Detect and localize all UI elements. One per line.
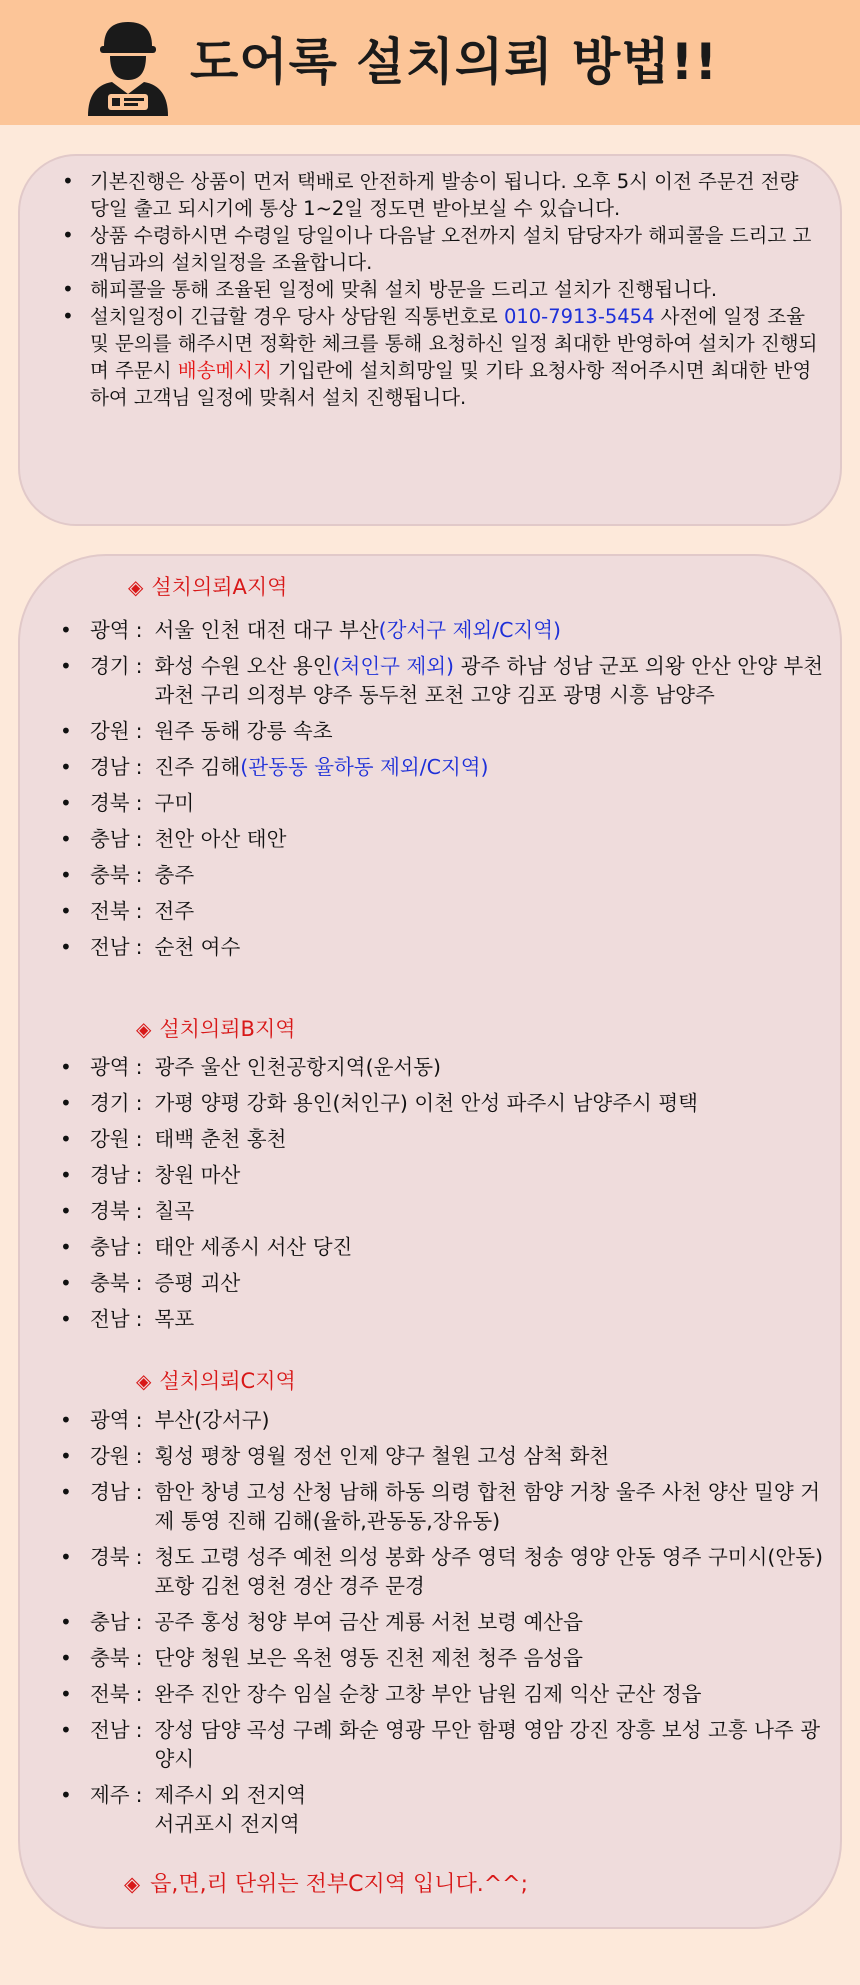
region-value [155, 652, 826, 710]
region-value: 공주 홍성 청양 부여 금산 계룡 서천 보령 예산읍 [154, 1610, 583, 1634]
label-colon: : [135, 1199, 143, 1223]
label-colon: : [135, 1055, 143, 1079]
label-colon: : [135, 1127, 143, 1151]
region-value: 증평 괴산 [154, 1271, 241, 1295]
intro-item [60, 303, 820, 411]
label-colon: : [135, 1091, 143, 1115]
region-row [56, 717, 826, 746]
region-value: 전주 [154, 899, 195, 923]
region-label: • 광역 [90, 1408, 130, 1432]
section-b-heading [136, 1014, 296, 1044]
label-colon: : [135, 618, 143, 642]
region-label: • 강원 [90, 1127, 130, 1151]
region-label: • 경남 [90, 1480, 130, 1504]
region-label: • 충북 [90, 1271, 130, 1295]
region-label: • 경북 [90, 1545, 130, 1569]
label-colon: : [135, 1610, 143, 1634]
footer-note [124, 1869, 528, 1900]
diamond-icon: ◈ [136, 1017, 152, 1041]
region-value: 완주 진안 장수 임실 순창 고창 부안 남원 김제 익산 군산 정읍 [154, 1682, 702, 1706]
region-label: • 경북 [90, 791, 130, 815]
label-colon: : [135, 791, 143, 815]
region-label: • 제주 [90, 1783, 130, 1807]
region-label: • 전남 [90, 935, 130, 959]
region-label: • 경북 [90, 1199, 130, 1223]
region-value: 창원 마산 [154, 1163, 241, 1187]
header-banner [0, 0, 860, 125]
region-row [56, 861, 826, 890]
region-note: (처인구 제외) [332, 654, 455, 678]
region-row [56, 1781, 826, 1839]
region-cities: 제주시 외 전지역 [154, 1783, 307, 1807]
region-label: • 전남 [90, 1307, 130, 1331]
region-label: • 충남 [90, 827, 130, 851]
region-label: • 경기 [90, 654, 130, 678]
diamond-icon: ◈ [128, 575, 144, 599]
region-value: 광주 울산 인천공항지역(운서동) [154, 1055, 441, 1079]
intro-item: • 상품 수령하시면 수령일 당일이나 다음날 오전까지 설치 담당자가 해피콜을 드리고 고객님과의 설치일정을 조율합니다. [60, 222, 820, 276]
region-value: 충주 [154, 863, 195, 887]
region-row [56, 1644, 826, 1673]
region-value: 부산(강서구) [154, 1408, 270, 1432]
label-colon: : [135, 1444, 143, 1468]
region-row [56, 1053, 826, 1082]
region-row [56, 897, 826, 926]
region-value: 태백 춘천 홍천 [154, 1127, 287, 1151]
region-value: 청도 고령 성주 예천 의성 봉화 상주 영덕 청송 영양 안동 영주 구미시(안동) 포항 김천 영천 경산 경주 문경 [154, 1545, 824, 1598]
region-value: 천안 아산 태안 [154, 827, 287, 851]
region-row [56, 1233, 826, 1262]
region-label: • 전남 [90, 1718, 130, 1742]
intro-panel [18, 154, 842, 526]
label-colon: : [135, 1718, 143, 1742]
region-row [56, 616, 826, 645]
region-row [56, 1680, 826, 1709]
section-a-title: 설치의뢰A지역 [151, 575, 288, 599]
region-label: • 경기 [90, 1091, 130, 1115]
section-c-title: 설치의뢰C지역 [159, 1369, 296, 1393]
label-colon: : [135, 899, 143, 923]
region-value [155, 616, 826, 645]
label-colon: : [135, 1307, 143, 1331]
region-label: • 강원 [90, 719, 130, 743]
region-row [56, 1478, 826, 1536]
region-row [56, 753, 826, 782]
region-cities: 화성 수원 오산 용인 [154, 654, 333, 678]
region-value: 순천 여수 [154, 935, 241, 959]
region-value [155, 753, 826, 782]
label-colon: : [135, 1408, 143, 1432]
label-colon: : [135, 719, 143, 743]
region-value: 함안 창녕 고성 산청 남해 하동 의령 합천 함양 거창 울주 사천 양산 밀양 거제 통영 진해 김해(율하,관동동,장유동) [154, 1480, 821, 1533]
intro-list [60, 168, 820, 411]
label-colon: : [135, 1545, 143, 1569]
delivery-worker-icon [82, 16, 172, 116]
region-value: 횡성 평창 영월 정선 인제 양구 철원 고성 삼척 화천 [154, 1444, 610, 1468]
region-label: • 강원 [90, 1444, 130, 1468]
intro-text: 기입란에 설치희망일 및 기타 요청사항 적어주시면 최대한 반영하여 고객님 일정에 맞춰서 설치 진행됩니다. [90, 359, 812, 409]
region-panel [18, 554, 842, 1929]
region-row [56, 1543, 826, 1601]
region-label: • 경남 [90, 755, 130, 779]
region-row [56, 1125, 826, 1154]
label-colon: : [135, 1783, 143, 1807]
section-b-list [56, 1053, 826, 1341]
region-note: (관동동 율하동 제외/C지역) [240, 755, 489, 779]
region-row [56, 825, 826, 854]
region-row [56, 652, 826, 710]
section-c-list [56, 1406, 826, 1846]
diamond-icon: ◈ [124, 1872, 141, 1896]
region-note: (강서구 제외/C지역) [378, 618, 561, 642]
footer-note-text: 읍,면,리 단위는 전부C지역 입니다.^^; [150, 1872, 529, 1897]
label-colon: : [135, 935, 143, 959]
region-value [155, 1781, 826, 1839]
region-value: 구미 [154, 791, 195, 815]
region-value: 원주 동해 강릉 속초 [154, 719, 333, 743]
region-label: • 광역 [90, 1055, 130, 1079]
label-colon: : [135, 1480, 143, 1504]
region-row [56, 789, 826, 818]
label-colon: : [135, 827, 143, 851]
region-cities: 진주 김해 [154, 755, 241, 779]
intro-text: 사전에 일정 조율 및 문의를 해주시면 정확한 체크를 통해 요청하신 일정 최대한 반영하여 설치가 진행되며 주문시 [90, 305, 818, 382]
region-value: 태안 세종시 서산 당진 [154, 1235, 353, 1259]
region-row [56, 933, 826, 962]
region-row [56, 1089, 826, 1118]
region-row [56, 1406, 826, 1435]
region-row [56, 1197, 826, 1226]
region-label: • 충남 [90, 1235, 130, 1259]
intro-item: • 해피콜을 통해 조율된 일정에 맞춰 설치 방문을 드리고 설치가 진행됩니다. [60, 276, 820, 303]
region-label: • 전북 [90, 899, 130, 923]
region-row [56, 1716, 826, 1774]
region-row [56, 1269, 826, 1298]
region-label: • 전북 [90, 1682, 130, 1706]
region-cities: 광주 하남 성남 군포 의왕 안산 안양 부천 과천 구리 의정부 양주 동두천 포천 고양 김포 광명 시흥 남양주 [154, 654, 824, 707]
region-value: 목포 [154, 1307, 195, 1331]
section-c-heading [136, 1366, 296, 1396]
region-cities: 서귀포시 전지역 [154, 1812, 300, 1836]
region-value: 장성 담양 곡성 구례 화순 영광 무안 함평 영암 강진 장흥 보성 고흥 나주 광양시 [154, 1718, 821, 1771]
label-colon: : [135, 654, 143, 678]
region-value: 단양 청원 보은 옥천 영동 진천 제천 청주 음성읍 [154, 1646, 583, 1670]
region-value: 가평 양평 강화 용인(처인구) 이천 안성 파주시 남양주시 평택 [154, 1091, 698, 1115]
intro-text: 설치일정이 긴급할 경우 당사 상담원 직통번호로 [90, 305, 504, 328]
diamond-icon: ◈ [136, 1369, 152, 1393]
delivery-message-highlight: 배송메시지 [177, 359, 272, 382]
region-label: • 경남 [90, 1163, 130, 1187]
label-colon: : [135, 863, 143, 887]
section-b-title: 설치의뢰B지역 [159, 1017, 296, 1041]
region-label: • 충남 [90, 1610, 130, 1634]
label-colon: : [135, 1646, 143, 1670]
intro-item: • 기본진행은 상품이 먼저 택배로 안전하게 발송이 됩니다. 오후 5시 이전 주문건 전량 당일 출고 되시기에 통상 1~2일 정도면 받아보실 수 있습니다. [60, 168, 820, 222]
region-row [56, 1161, 826, 1190]
region-cities: 서울 인천 대전 대구 부산 [154, 618, 379, 642]
section-a-list [56, 616, 826, 969]
region-row [56, 1442, 826, 1471]
region-row [56, 1608, 826, 1637]
region-value: 칠곡 [154, 1199, 195, 1223]
region-label: • 충북 [90, 1646, 130, 1670]
label-colon: : [135, 1271, 143, 1295]
region-label: • 충북 [90, 863, 130, 887]
region-row [56, 1305, 826, 1334]
phone-number: 010-7913-5454 [503, 305, 655, 328]
label-colon: : [135, 1682, 143, 1706]
label-colon: : [135, 755, 143, 779]
label-colon: : [135, 1163, 143, 1187]
section-a-heading [128, 572, 287, 602]
region-label: • 광역 [90, 618, 130, 642]
page-title: 도어록 설치의뢰 방법!! [190, 33, 719, 91]
label-colon: : [135, 1235, 143, 1259]
